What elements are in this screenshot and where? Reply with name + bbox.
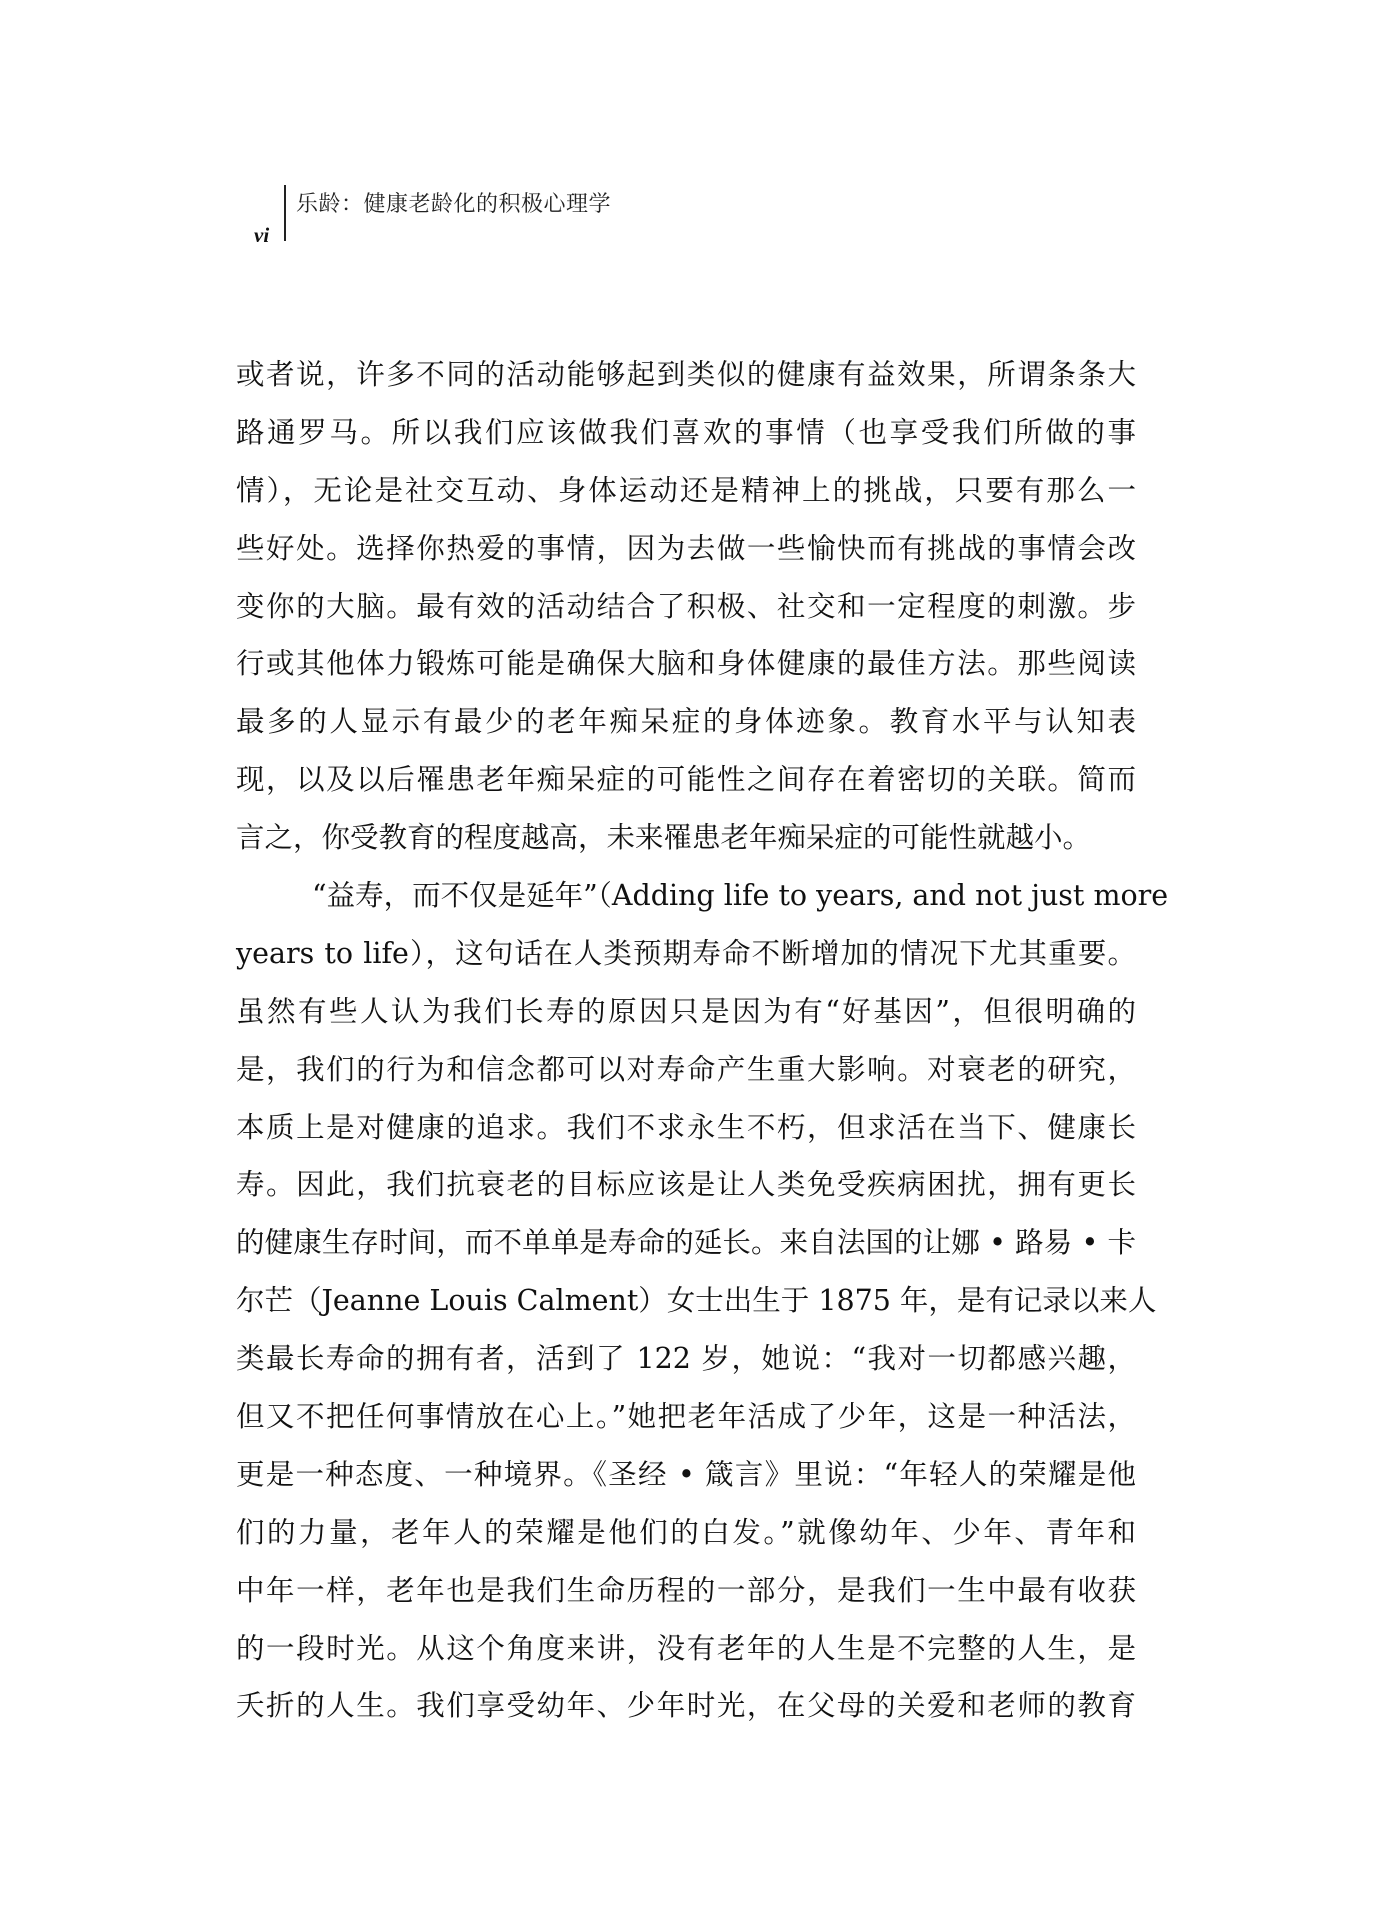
body-line: 更是一种态度、一种境界。《圣经 • 箴言》里说：“年轻人的荣耀是他 — [236, 1457, 1136, 1491]
header-divider — [284, 185, 286, 241]
paragraph-end-line: 言之，你受教育的程度越高，未来罹患老年痴呆症的可能性就越小。 — [236, 821, 1092, 855]
page-number: vi — [254, 223, 270, 247]
body-line: 或者说，许多不同的活动能够起到类似的健康有益效果，所谓条条大 — [236, 358, 1136, 391]
body-line: 本质上是对健康的追求。我们不求永生不朽，但求活在当下、健康长 — [236, 1110, 1136, 1144]
body-line: 些好处。选择你热爱的事情，因为去做一些愉快而有挑战的事情会改 — [236, 531, 1136, 565]
body-line: 现，以及以后罹患老年痴呆症的可能性之间存在着密切的关联。简而 — [236, 763, 1136, 797]
running-header — [240, 185, 940, 245]
book-title: 乐龄：健康老龄化的积极心理学 — [296, 192, 612, 217]
body-line: 尔芒（Jeanne Louis Calment）女士出生于 1875 年，是有记录以来人 — [236, 1284, 1157, 1318]
body-line: 变你的大脑。最有效的活动结合了积极、社交和一定程度的刺激。步 — [236, 589, 1136, 623]
body-line: 寿。因此，我们抗衰老的目标应该是让人类免受疾病困扰，拥有更长 — [236, 1168, 1136, 1202]
paragraph-first-line: “益寿，而不仅是延年”（Adding life to years, and not just more — [312, 879, 1169, 913]
body-line: 行或其他体力锻炼可能是确保大脑和身体健康的最佳方法。那些阅读 — [236, 647, 1136, 681]
body-line: 夭折的人生。我们享受幼年、少年时光，在父母的关爱和老师的教育 — [236, 1689, 1136, 1723]
body-line: 情），无论是社交互动、身体运动还是精神上的挑战，只要有那么一 — [236, 473, 1136, 507]
body-line: 路通罗马。所以我们应该做我们喜欢的事情（也享受我们所做的事 — [236, 415, 1136, 449]
body-line: 最多的人显示有最少的老年痴呆症的身体迹象。教育水平与认知表 — [236, 705, 1136, 739]
body-line: 中年一样，老年也是我们生命历程的一部分，是我们一生中最有收获 — [236, 1573, 1136, 1607]
body-line: 虽然有些人认为我们长寿的原因只是因为有“好基因”，但很明确的 — [236, 994, 1136, 1028]
body-line: 的健康生存时间，而不单单是寿命的延长。来自法国的让娜 • 路易 • 卡 — [236, 1226, 1136, 1260]
body-line: 但又不把任何事情放在心上。”她把老年活成了少年，这是一种活法， — [236, 1400, 1136, 1434]
body-line: 们的力量，老年人的荣耀是他们的白发。”就像幼年、少年、青年和 — [236, 1515, 1136, 1549]
body-text — [236, 346, 1169, 1735]
body-line: 的一段时光。从这个角度来讲，没有老年的人生是不完整的人生，是 — [236, 1631, 1136, 1665]
body-line: 类最长寿命的拥有者，活到了 122 岁，她说：“我对一切都感兴趣， — [236, 1342, 1136, 1376]
body-line: 是，我们的行为和信念都可以对寿命产生重大影响。对衰老的研究， — [236, 1052, 1136, 1086]
body-line: years to life），这句话在人类预期寿命不断增加的情况下尤其重要。 — [236, 936, 1136, 970]
